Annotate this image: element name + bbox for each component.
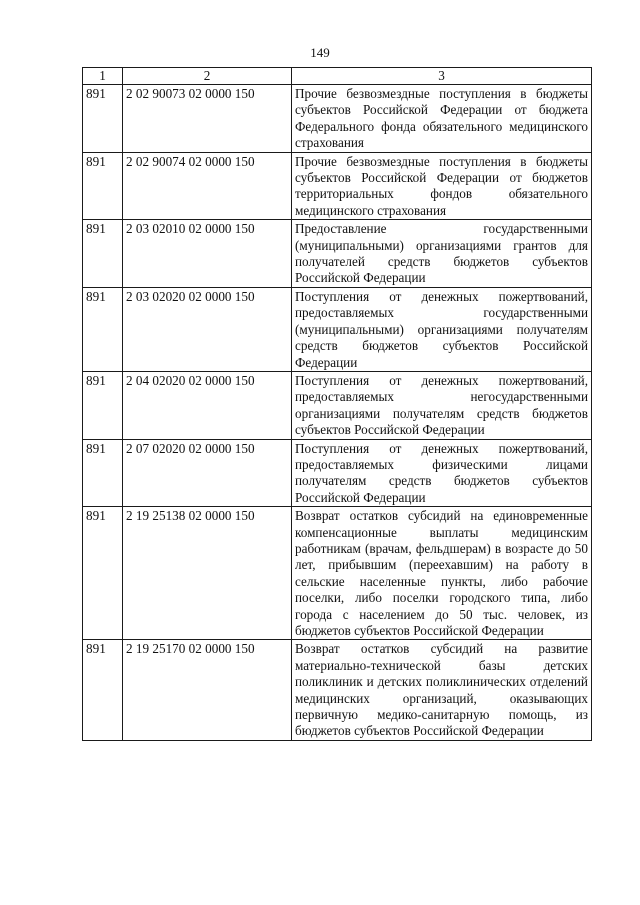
description-cell: Возврат остатков субсидий на развитие материально-технической базы детских поликлиник и детских поликлинических отделений медицинских организаций, оказывающих первичную медико-санитарную помощь, из бюджетов субъектов Российской Федерации (292, 640, 592, 740)
table-row (83, 287, 592, 371)
description-cell: Прочие безвозмездные поступления в бюджеты субъектов Российской Федерации от бюджета Федерального фонда обязательного медицинского страхования (292, 85, 592, 153)
kbk-code-cell: 2 19 25138 02 0000 150 (123, 507, 292, 640)
description-cell: Поступления от денежных пожертвований, предоставляемых негосударственными организациями получателям средств бюджетов субъектов Российской Федерации (292, 371, 592, 439)
admin-code-cell: 891 (83, 371, 123, 439)
admin-code-cell: 891 (83, 85, 123, 153)
table-row (83, 640, 592, 740)
kbk-code-cell: 2 04 02020 02 0000 150 (123, 371, 292, 439)
admin-code-cell: 891 (83, 439, 123, 507)
column-header-3: 3 (292, 68, 592, 85)
table-row (83, 371, 592, 439)
table-header-row (83, 68, 592, 85)
description-cell: Предоставление государственными (муниципальными) организациями грантов для получателей средств бюджетов субъектов Российской Федерации (292, 220, 592, 288)
kbk-code-cell: 2 02 90073 02 0000 150 (123, 85, 292, 153)
admin-code-cell: 891 (83, 152, 123, 220)
table-row (83, 507, 592, 640)
table-row (83, 152, 592, 220)
admin-code-cell: 891 (83, 507, 123, 640)
description-cell: Возврат остатков субсидий на единовременные компенсационные выплаты медицинским работникам (врачам, фельдшерам) в возрасте до 50 лет, прибывшим (переехавшим) на работу в сельские населенные пункты, либо рабочие поселки, либо поселки городского типа, либо города с населением до 50 тыс. человек, из бюджетов субъектов Российской Федерации (292, 507, 592, 640)
kbk-code-cell: 2 02 90074 02 0000 150 (123, 152, 292, 220)
kbk-code-cell: 2 19 25170 02 0000 150 (123, 640, 292, 740)
description-cell: Прочие безвозмездные поступления в бюджеты субъектов Российской Федерации от бюджетов территориальных фондов обязательного медицинского страхования (292, 152, 592, 220)
admin-code-cell: 891 (83, 640, 123, 740)
column-header-1: 1 (83, 68, 123, 85)
description-cell: Поступления от денежных пожертвований, предоставляемых государственными (муниципальными) организациями получателям средств бюджетов субъектов Российской Федерации (292, 287, 592, 371)
page-number: 149 (310, 45, 330, 60)
table-row (83, 220, 592, 288)
document-table (82, 67, 592, 741)
column-header-2: 2 (123, 68, 292, 85)
admin-code-cell: 891 (83, 220, 123, 288)
kbk-code-cell: 2 03 02020 02 0000 150 (123, 287, 292, 371)
kbk-code-cell: 2 03 02010 02 0000 150 (123, 220, 292, 288)
table-row (83, 439, 592, 507)
kbk-code-cell: 2 07 02020 02 0000 150 (123, 439, 292, 507)
description-cell: Поступления от денежных пожертвований, предоставляемых физическими лицами получателям средств бюджетов субъектов Российской Федерации (292, 439, 592, 507)
admin-code-cell: 891 (83, 287, 123, 371)
table-row (83, 85, 592, 153)
